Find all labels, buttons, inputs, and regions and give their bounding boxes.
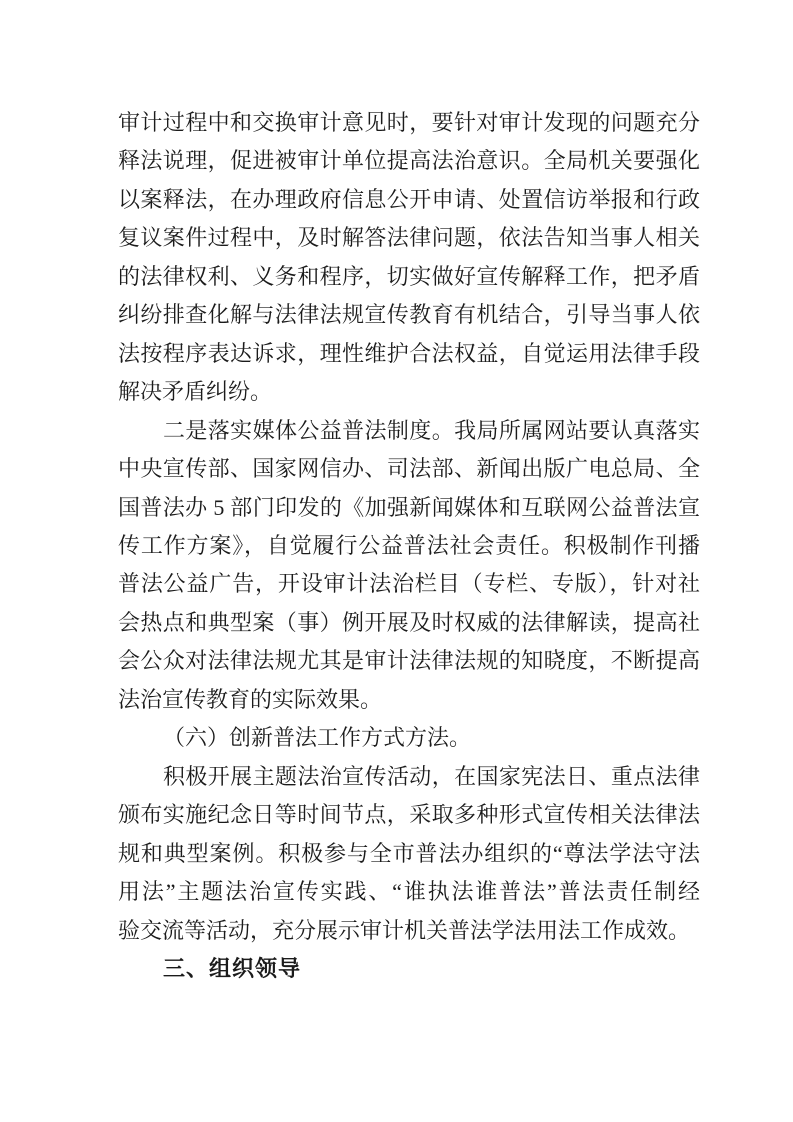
paragraph-1-line-6: 纠纷排查化解与法律法规宣传教育有机结合，引导当事人依: [118, 302, 700, 328]
paragraph-1-line-4: 复议案件过程中，及时解答法律问题，依法告知当事人相关: [118, 225, 700, 251]
paragraph-4-line-2: 颁布实施纪念日等时间节点，采取多种形式宣传相关法律法: [118, 802, 700, 828]
paragraph-4-line-5: 验交流等活动，充分展示审计机关普法学法用法工作成效。: [118, 917, 691, 943]
paragraph-1-line-7: 法按程序表达诉求，理性维护合法权益，自觉运用法律手段: [118, 340, 700, 366]
paragraph-3-line-1: （六）创新普法工作方式方法。: [163, 725, 472, 751]
paragraph-2-line-6: 会热点和典型案（事）例开展及时权威的法律解读，提高社: [118, 609, 700, 635]
paragraph-2-line-4: 传工作方案》，自觉履行公益普法社会责任。积极制作刊播: [118, 532, 700, 558]
paragraph-4-line-1: 积极开展主题法治宣传活动，在国家宪法日、重点法律: [163, 763, 700, 789]
text-block: [118, 104, 700, 988]
paragraph-1-line-5: 的法律权利、义务和程序，切实做好宣传解释工作，把矛盾: [118, 263, 700, 289]
paragraph-2-line-8: 法治宣传教育的实际效果。: [118, 686, 383, 712]
section-heading: 三、组织领导: [163, 955, 302, 981]
paragraph-2-line-1: 二是落实媒体公益普法制度。我局所属网站要认真落实: [163, 417, 700, 443]
paragraph-1-line-1: 审计过程中和交换审计意见时，要针对审计发现的问题充分: [118, 110, 700, 135]
paragraph-2-line-7: 会公众对法律法规尤其是审计法律法规的知晓度，不断提高: [118, 648, 700, 674]
paragraph-2-line-5: 普法公益广告，开设审计法治栏目（专栏、专版），针对社: [118, 571, 700, 597]
paragraph-2-line-3: 国普法办 5 部门印发的《加强新闻媒体和互联网公益普法宣: [118, 494, 700, 520]
paragraph-2-line-2: 中央宣传部、国家网信办、司法部、新闻出版广电总局、全: [118, 456, 700, 482]
paragraph-1-line-3: 以案释法，在办理政府信息公开申请、处置信访举报和行政: [118, 186, 700, 212]
paragraph-4-line-3: 规和典型案例。积极参与全市普法办组织的“尊法学法守法: [118, 840, 700, 866]
paragraph-1-line-8: 解决矛盾纠纷。: [118, 379, 273, 405]
paragraph-1-line-2: 释法说理，促进被审计单位提高法治意识。全局机关要强化: [118, 148, 700, 174]
paragraph-4-line-4: 用法”主题法治宣传实践、“谁执法谁普法”普法责任制经: [118, 879, 700, 905]
